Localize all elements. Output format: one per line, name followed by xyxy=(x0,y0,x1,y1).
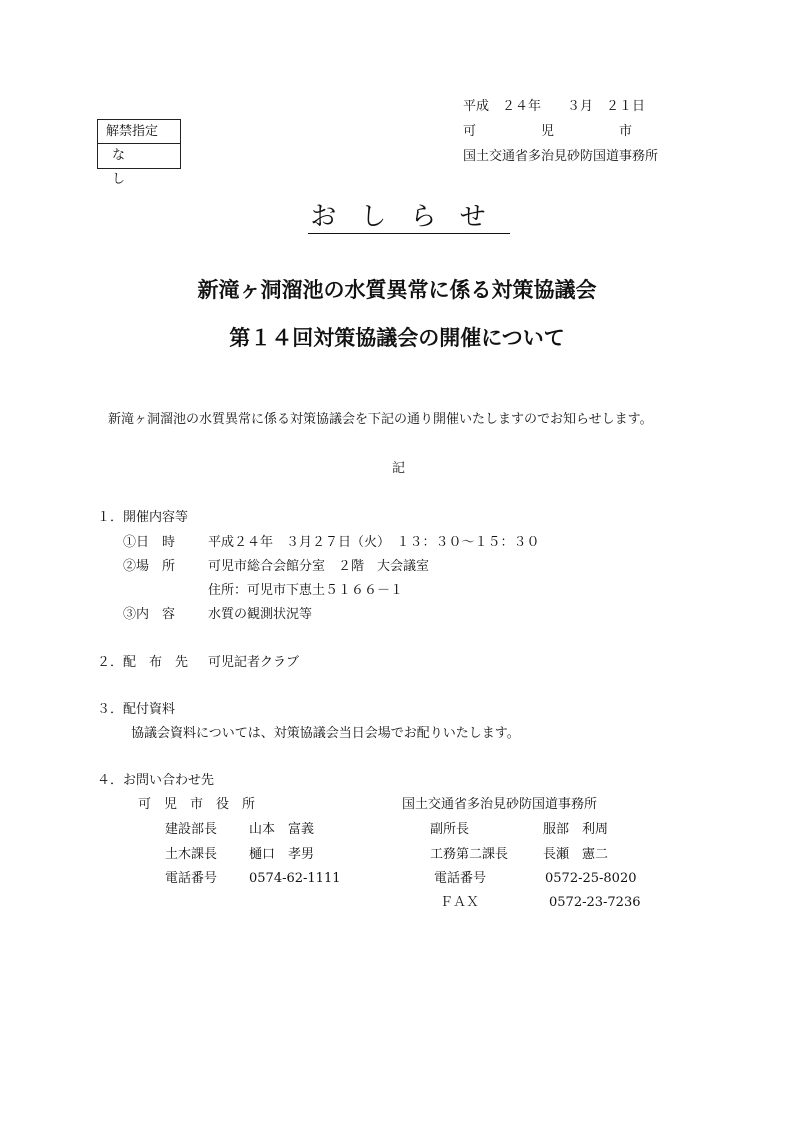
section-2-value: 可児記者クラブ xyxy=(208,655,300,670)
page-title xyxy=(0,204,794,234)
section-1-title: １．開催内容等 xyxy=(97,510,189,525)
item-content-label: ③内 容 xyxy=(123,607,176,622)
item-datetime-label: ①日 時 xyxy=(123,535,176,550)
contact-right-role: 電話番号 xyxy=(434,871,487,886)
contact-right-role: 副所長 xyxy=(430,822,470,837)
issuer-office: 国土交通省多治見砂防国道事務所 xyxy=(463,149,659,164)
section-2-label: ２．配 布 先 xyxy=(97,655,189,670)
ki-mark: 記 xyxy=(392,461,406,476)
item-address-value: 住所：可児市下恵土５１６６－１ xyxy=(208,583,404,598)
contact-left-role: 電話番号 xyxy=(165,871,218,886)
page-title-text: おしらせ xyxy=(310,202,510,232)
contact-left-name: 山本 富義 xyxy=(249,822,315,837)
contact-right-phone: 0572-25-8020 xyxy=(545,871,637,886)
contact-left-org: 可 児 市 役 所 xyxy=(138,797,256,812)
intro-text: 新滝ヶ洞溜池の水質異常に係る対策協議会を下記の通り開催いたしますのでお知らせします。 xyxy=(108,412,653,427)
section-3-body: 協議会資料については、対策協議会当日会場でお配りいたします。 xyxy=(131,726,520,741)
issuer-city: 可 児 市 xyxy=(463,124,633,139)
item-place-label: ②場 所 xyxy=(123,559,176,574)
section-3-title: ３．配付資料 xyxy=(97,702,176,717)
contact-right-fax: 0572-23-7236 xyxy=(549,895,641,910)
heading-primary: 新滝ヶ洞溜池の水質異常に係る対策協議会 xyxy=(197,278,597,302)
section-4-title: ４．お問い合わせ先 xyxy=(97,773,215,788)
contact-left-name: 樋口 孝男 xyxy=(249,847,315,862)
item-content-value: 水質の観測状況等 xyxy=(208,607,313,622)
heading-secondary: 第１４回対策協議会の開催について xyxy=(229,326,565,350)
release-label: 解禁指定 xyxy=(98,120,180,144)
contact-right-name: 長瀬 憲二 xyxy=(543,847,609,862)
contact-right-name: 服部 利周 xyxy=(543,822,609,837)
contact-right-role: ＦＡＸ xyxy=(440,895,480,910)
item-place-value: 可児市総合会館分室 ２階 大会議室 xyxy=(208,559,430,574)
item-datetime-value: 平成２４年 ３月２７日（火） １３：３０～１５：３０ xyxy=(208,535,540,550)
contact-left-phone: 0574-62-1111 xyxy=(249,871,341,886)
contact-left-role: 建設部長 xyxy=(165,822,218,837)
contact-left-role: 土木課長 xyxy=(165,847,218,862)
contact-right-org: 国土交通省多治見砂防国道事務所 xyxy=(402,797,598,812)
document-date: 平成 ２４年 ３月 ２１日 xyxy=(463,99,646,114)
contact-right-role: 工務第二課長 xyxy=(430,847,509,862)
release-value: なし xyxy=(112,148,148,187)
release-designation-box xyxy=(97,119,181,187)
